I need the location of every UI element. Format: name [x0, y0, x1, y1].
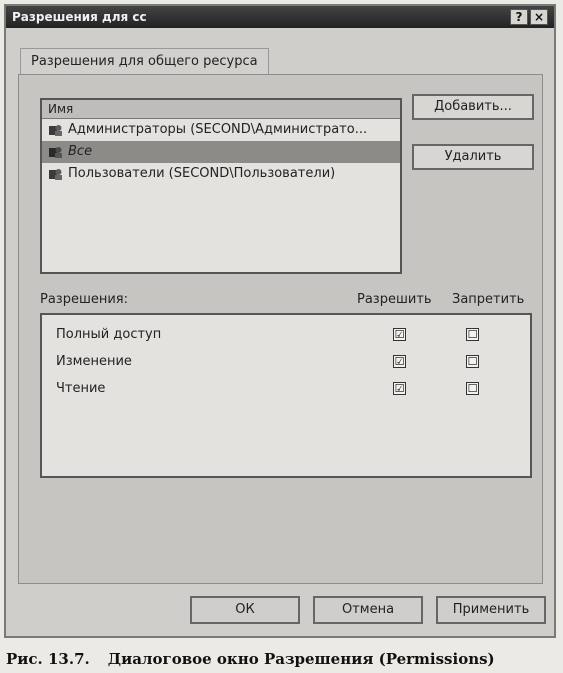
allow-checkbox-full-control[interactable]: ☑ [394, 328, 405, 341]
list-item-label: Администраторы (SECOND\Администрато... [68, 122, 368, 137]
permissions-dialog [4, 4, 556, 638]
figure-number: Рис. 13.7. [6, 650, 90, 668]
list-item-administrators[interactable] [42, 119, 400, 141]
list-item-label: Все [68, 144, 93, 159]
list-item-users[interactable] [42, 163, 400, 185]
allow-column-header: Разрешить [357, 292, 432, 307]
remove-button[interactable]: Удалить [412, 144, 534, 170]
list-item-label: Пользователи (SECOND\Пользователи) [68, 166, 336, 181]
permissions-list [40, 313, 532, 478]
deny-column-header: Запретить [452, 292, 525, 307]
allow-checkbox-read[interactable]: ☑ [394, 382, 405, 395]
window-title: Разрешения для cc [12, 10, 147, 24]
list-header-name[interactable]: Имя [42, 100, 400, 119]
apply-button[interactable]: Применить [436, 596, 546, 624]
figure-caption-text: Диалоговое окно Разрешения (Permissions) [107, 650, 495, 668]
permission-label-full-control: Полный доступ [56, 327, 162, 342]
deny-checkbox-full-control[interactable]: ☐ [467, 328, 478, 341]
tab-share-permissions[interactable]: Разрешения для общего ресурса [20, 48, 269, 75]
cancel-button[interactable]: Отмена [313, 596, 423, 624]
deny-checkbox-change[interactable]: ☐ [467, 355, 478, 368]
add-button[interactable]: Добавить... [412, 94, 534, 120]
figure-caption [6, 650, 495, 668]
permissions-label: Разрешения: [40, 292, 129, 307]
close-button[interactable]: × [530, 9, 548, 25]
permission-label-change: Изменение [56, 354, 132, 369]
title-bar [6, 6, 554, 28]
group-icon [48, 123, 63, 137]
group-icon [48, 167, 63, 181]
allow-checkbox-change[interactable]: ☑ [394, 355, 405, 368]
deny-checkbox-read[interactable]: ☐ [467, 382, 478, 395]
ok-button[interactable]: ОК [190, 596, 300, 624]
users-listbox[interactable] [40, 98, 402, 274]
list-item-everyone[interactable] [42, 141, 400, 163]
group-icon [48, 145, 63, 159]
help-button[interactable]: ? [510, 9, 528, 25]
permission-label-read: Чтение [56, 381, 106, 396]
